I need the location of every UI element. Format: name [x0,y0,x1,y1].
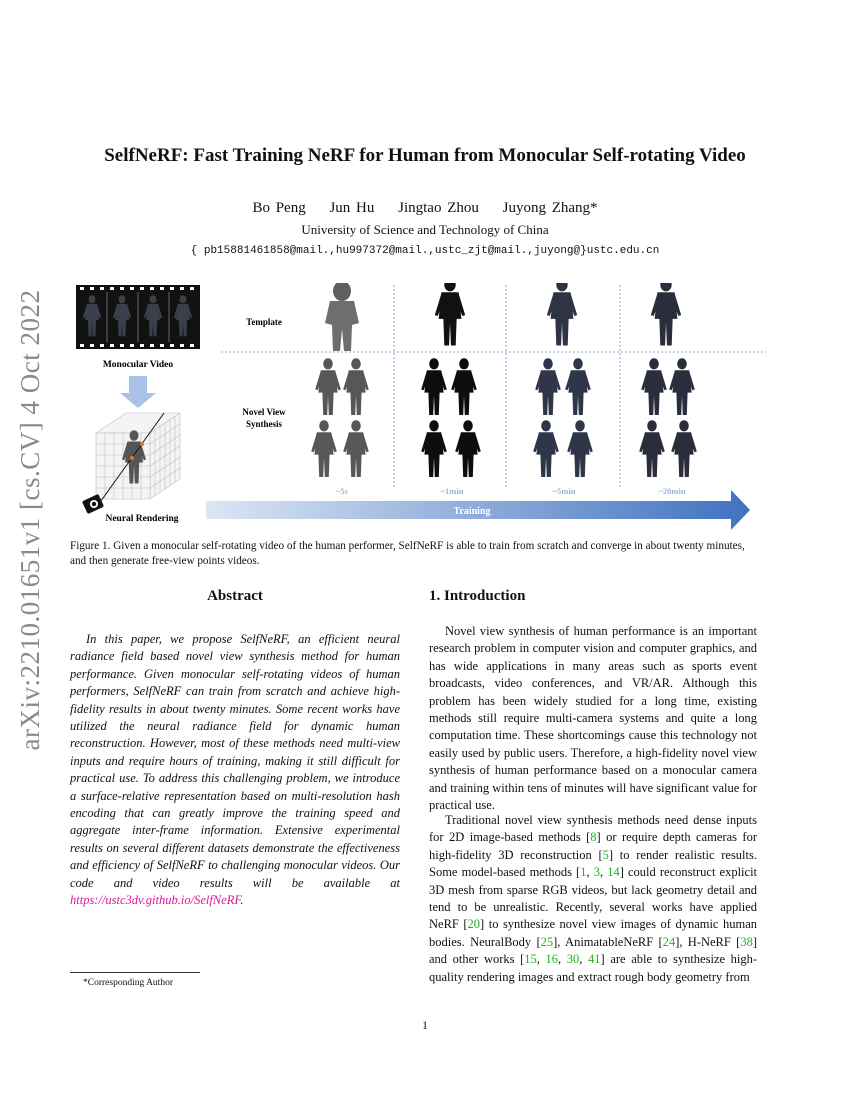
author-name: Bo Peng [252,200,306,216]
figure-1 [76,283,766,531]
paragraph-text: , [536,952,546,967]
citation-link[interactable]: 1 [580,865,587,880]
novel-view-coarse [533,358,593,477]
paragraph-text: ] to render realistic results. Some model-based methods [ [429,847,757,880]
paragraph-text: , [579,952,589,967]
time-label-5s: ~5s [336,486,348,496]
introduction-paragraph-1: Novel view synthesis of human performance is an important research problem in computer vision and computer graphics, and has wide applications in many areas such as sports event broadcasts, video conferences, and VR/AR. Although this problem has been widely studied for a long time, existing methods still require multi-camera systems and quite a long computation time. These shortcomings cause this technology not easily used by public users. Therefore, a high-fidelity novel view synthesis of human performance based on a monocular camera and training within tens of minutes will have significant value for practical use. [429,624,757,813]
footnote-divider [70,972,200,973]
paragraph-text: , [586,865,594,880]
author-emails: { pb15881461858@mail.,hu997372@mail.,ustc_zjt@mail.,juyong@}ustc.edu.cn [190,245,660,257]
paragraph-text: ] or require depth cameras for high-fidelity 3D reconstruction [ [429,830,757,862]
sample-point [130,456,134,460]
paragraph-text: , [558,952,567,967]
author-name: Juyong Zhang* [502,200,598,216]
abstract-text: In this paper, we propose SelfNeRF, an efficient neural radiance field based novel view synthesis method for human performance. Given monocular self-rotating videos of human performers, SelfNeRF can train from scratch and achieve high-fidelity results in about twenty minutes. Some recent works have utilized the neural radiance field for dynamic human reconstruction. However, most of these methods need multi-view inputs and require hours of training, making it still difficult for practical use. To address this challenging problem, we introduce a surface-relative representation based on multi-resolution hash encoding that can greatly improve the training speed and aggregate inter-frame information. Extensive experimental results on several different datasets demonstrate the effectiveness and efficiency of SelfNeRF to challenging monocular videos. Our code and video results will be available at [70,632,400,890]
figure-caption: Figure 1. Given a monocular self-rotating video of the human performer, SelfNeRF is able to train from scratch and converge in about twenty minutes, and then generate free-view points videos. [70,540,745,567]
down-arrow-icon [120,376,156,408]
citation-link[interactable]: 30 [566,952,580,967]
time-label-1min: ~1min [440,486,464,496]
paragraph-text: ] to synthesize novel view images of dynamic human bodies. NeuralBody [ [429,917,758,949]
paragraph-text: Traditional novel view synthesis methods need dense inputs for 2D image-based methods [ [429,813,757,845]
citation-link[interactable]: 3 [593,865,600,880]
template-figure-final [651,283,681,346]
novel-view-row-label: Synthesis [245,419,283,429]
page-number: 1 [422,1018,428,1032]
citation-link[interactable]: 8 [590,830,597,845]
novel-view-blurry [311,358,369,477]
paragraph-text: ] are able to synthesize high-quality rendering images and extract rough body geometry from [429,952,758,984]
paragraph-text: ], H-NeRF [ [675,934,741,949]
author-list [0,200,850,217]
arxiv-stamp: arXiv:2210.01651v1 [cs.CV] 4 Oct 2022 [15,289,45,751]
citation-link[interactable]: 24 [662,934,676,949]
template-figure-blurry [325,283,359,351]
footnote: *Corresponding Author [83,978,173,988]
citation-link[interactable]: 25 [540,934,554,949]
sample-point [140,442,144,446]
citation-link[interactable]: 20 [467,917,481,932]
affiliation: University of Science and Technology of China [301,222,549,237]
citation-link[interactable]: 41 [588,952,601,967]
time-label-20min: ~20min [658,486,686,496]
monocular-video-label: Monocular Video [102,360,174,370]
abstract-text-end: . [240,893,244,908]
novel-view-row-label: Novel View [242,407,286,417]
citation-link[interactable]: 5 [602,847,609,862]
citation-link[interactable]: 15 [524,952,537,967]
paragraph-text: , [599,865,608,880]
author-name: Jingtao Zhou [398,200,479,216]
project-link[interactable]: https://ustc3dv.github.io/SelfNeRF [70,893,241,908]
citation-link[interactable]: 14 [607,865,620,880]
training-label: Training [453,506,491,517]
monocular-video-filmstrip [76,285,200,349]
template-figure-silhouette [435,283,465,346]
paragraph-text: ] could reconstruct explicit 3D mesh from sparse RGB videos, but lack geometry detail and tend to be unrealistic. Recently, several works have applied NeRF [ [429,865,758,932]
abstract-heading: Abstract [207,588,263,604]
introduction-paragraph-2 [429,812,757,986]
template-figure-coarse [547,283,577,346]
novel-view-final [639,358,697,477]
novel-view-silhouette [421,358,481,477]
abstract-body [70,631,400,910]
time-label-5min: ~5min [552,486,576,496]
paragraph-text: ], AnimatableNeRF [ [553,934,663,949]
author-name: Jun Hu [329,200,375,216]
paper-title: SelfNeRF: Fast Training NeRF for Human from Monocular Self-rotating Video [104,145,746,166]
citation-link[interactable]: 38 [740,934,753,949]
template-row-label: Template [246,317,282,327]
neural-rendering-label: Neural Rendering [105,514,179,524]
citation-link[interactable]: 16 [545,952,559,967]
paragraph-text: ] and other works [ [429,934,757,967]
introduction-heading: 1. Introduction [429,588,526,604]
